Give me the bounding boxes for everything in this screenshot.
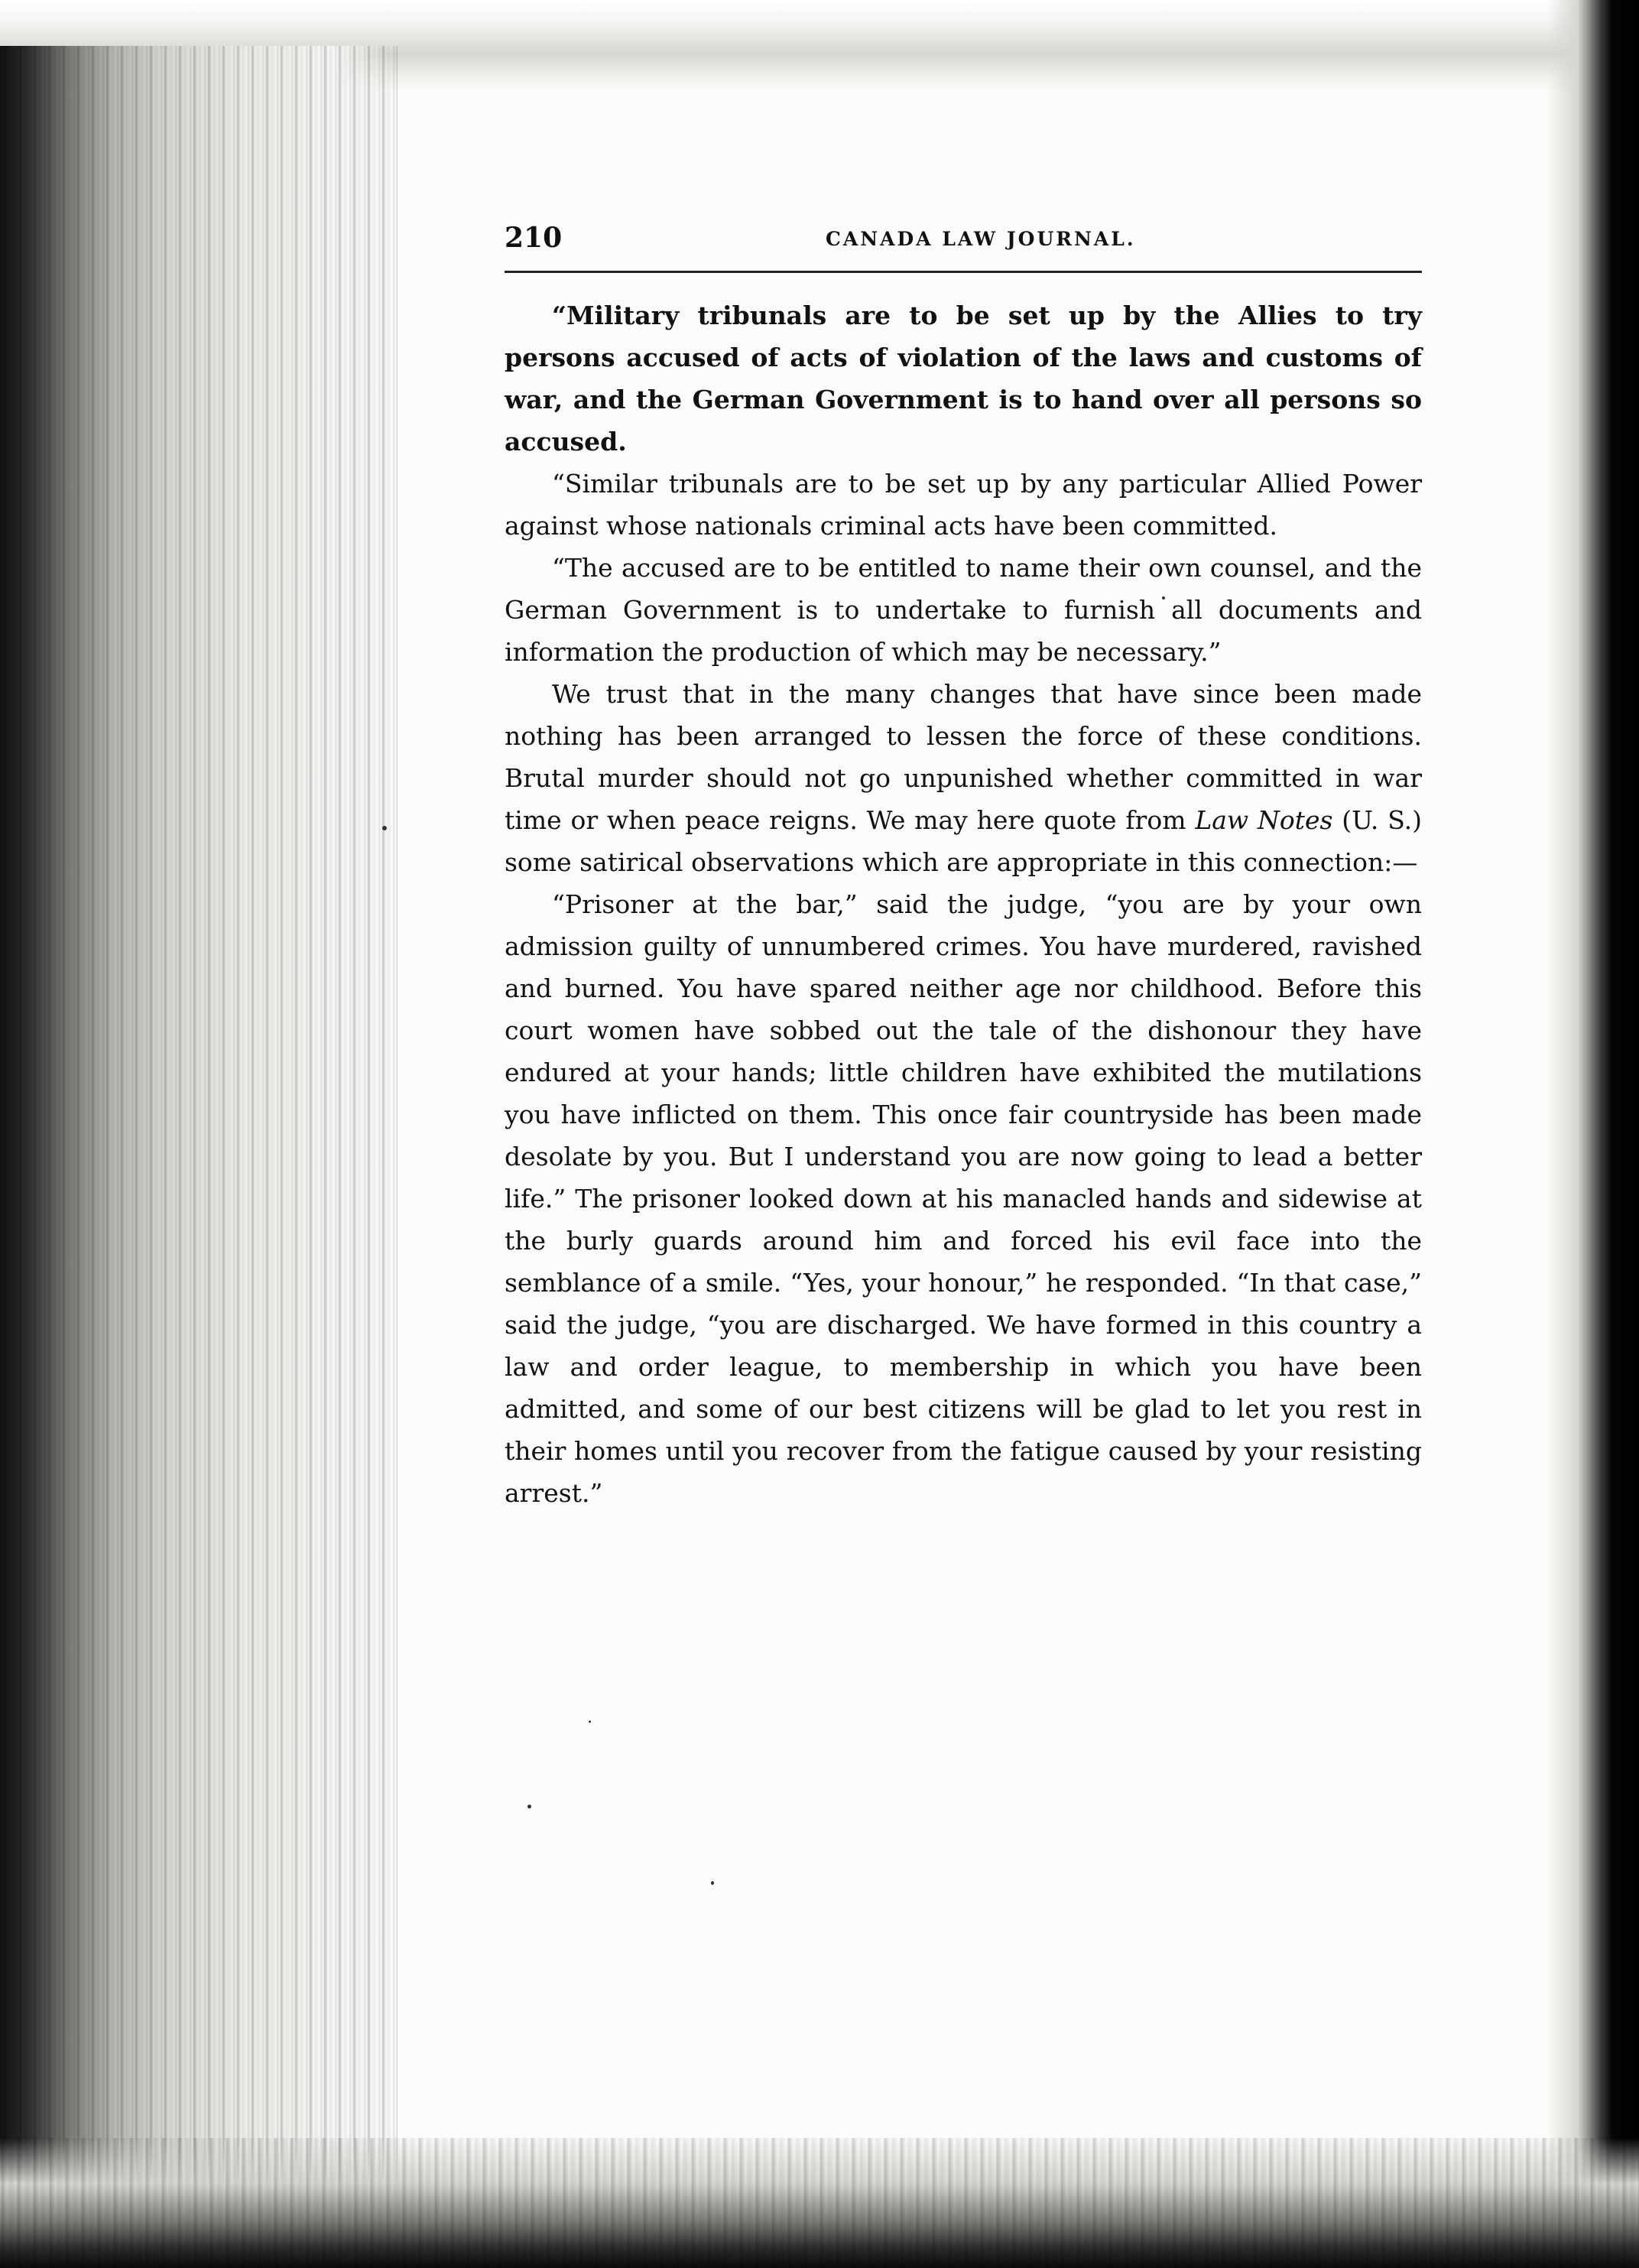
scan-speck (527, 1805, 531, 1808)
paragraph-similar-tribunals-text: “Similar tribunals are to be set up by any particular Allied Power against whose nationals criminal acts have been committed. (505, 469, 1422, 541)
paragraph-similar-tribunals (505, 463, 1422, 547)
scan-speck (589, 1720, 591, 1723)
paragraph-military-tribunals: “Military tribunals are to be set up by the Allies to try persons accused of acts of violation of the laws and customs of war, and the German Government is to hand over all persons so accused. (505, 301, 1422, 457)
paragraph-accused-counsel: “The accused are to be entitled to name their own counsel, and the German Government is to undertake to furnish all documents and information the production of which may be necessary.” (505, 553, 1422, 667)
article-body (505, 294, 1422, 1514)
law-notes-citation: Law Notes (1195, 805, 1333, 835)
scan-bottom-edge (0, 2138, 1639, 2268)
paragraph-prisoner-quote: “Prisoner at the bar,” said the judge, “you are by your own admission guilty of unnumbered crimes. You have murdered, ravished and burned. You have spared neither age nor childhood. Before this court women have sobbed out the tale of the dishonour they have endured at your hands; little children have exhibited the mutilations you have inflicted on them. This once fair countryside has been made desolate by you. But I understand you are now going to lead a better life.” The prisoner looked down at his manacled hands and sidewise at the burly guards around him and forced his evil face into the semblance of a smile. “Yes, your honour,” he responded. “In that case,” said the judge, “you are discharged. We have formed in this country a law and order league, to membership in which you have been admitted, and some of our best citizens will be glad to let you rest in their homes until you recover from the fatigue caused by your resisting arrest.” (505, 889, 1422, 1508)
running-head (505, 222, 1422, 266)
page-content (505, 222, 1422, 1514)
journal-title: CANADA LAW JOURNAL. (826, 228, 1136, 250)
scan-speck (711, 1881, 714, 1885)
book-binding-edge (0, 46, 398, 2268)
page-number: 210 (505, 222, 563, 254)
commentary-text-before: We trust that in the many changes that have since been made nothing has been arranged to lessen the force of these conditions. Brutal murder should not go unpunished whether committed in war time or when peace reigns. We may here quote from (505, 679, 1422, 835)
commentary-text-after: (U. S.) some satirical observations which are appropriate in this connection:— (505, 805, 1423, 877)
scan-right-edge (1547, 0, 1639, 2268)
paragraph-commentary (505, 673, 1422, 883)
scan-speck (382, 826, 387, 830)
header-rule (505, 271, 1422, 273)
